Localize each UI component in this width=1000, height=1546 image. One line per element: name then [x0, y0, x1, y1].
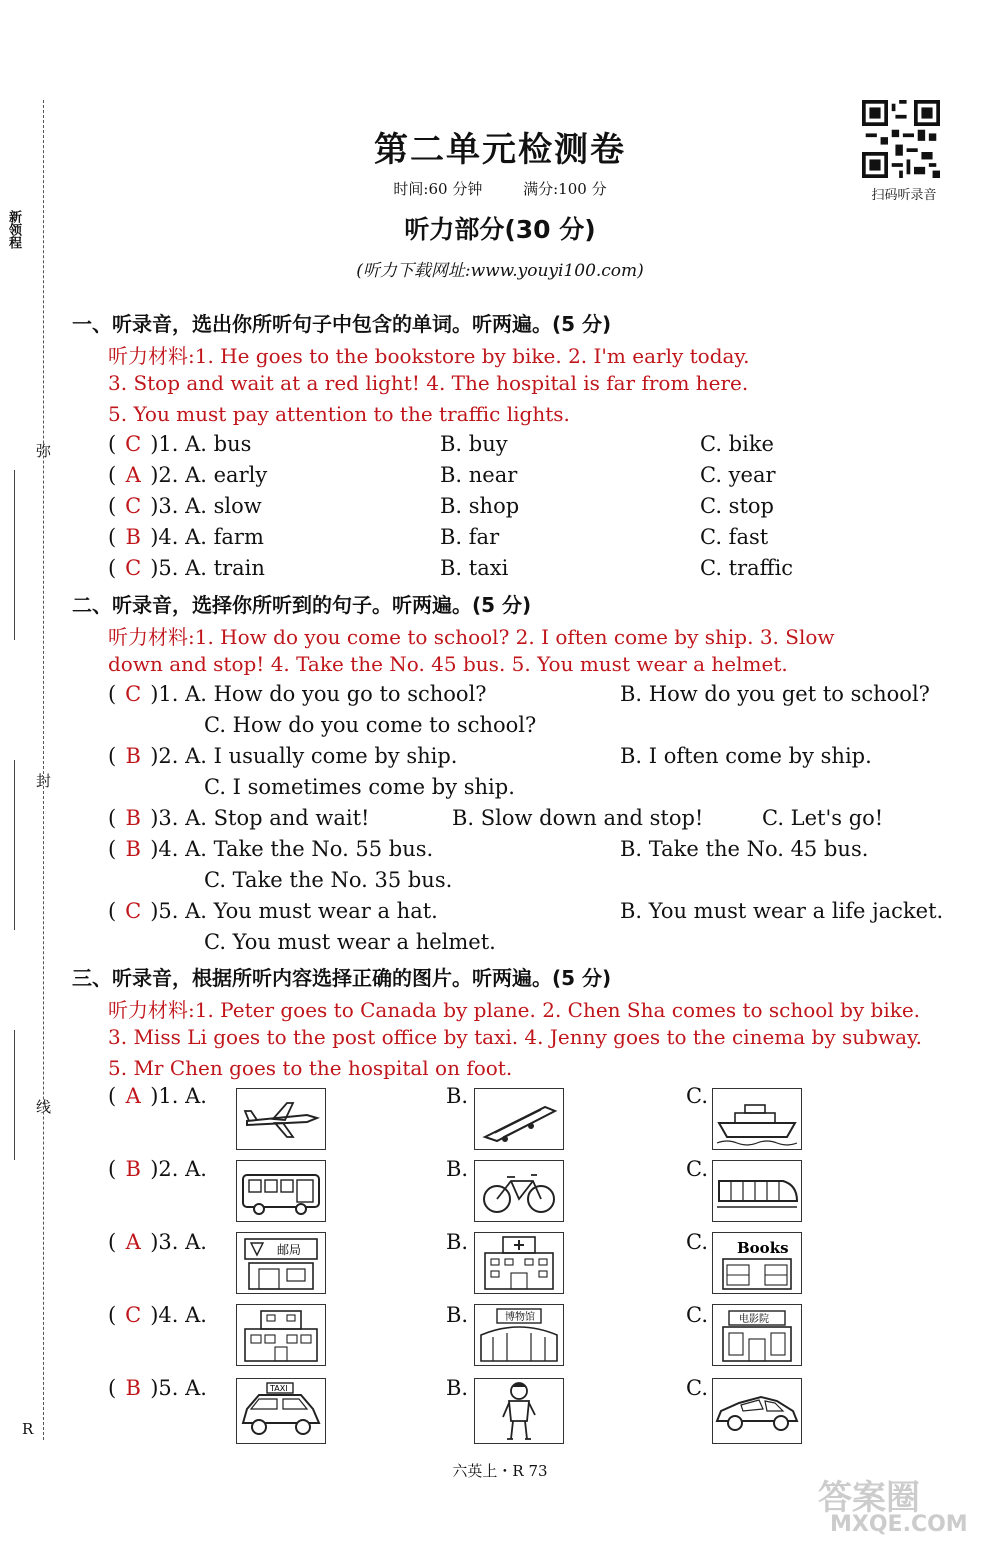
- section1-option-b: B. far: [440, 525, 500, 549]
- brand-mark: 新领程: [6, 210, 21, 249]
- margin-r: R: [22, 1420, 34, 1438]
- section2-option-b: B. You must wear a life jacket.: [620, 899, 944, 923]
- section2-option-c: C. You must wear a helmet.: [204, 930, 496, 954]
- section1-option-b: B. shop: [440, 494, 520, 518]
- museum-picture[interactable]: [474, 1304, 564, 1366]
- section2-question: ( C )1. A. How do you go to school?: [108, 682, 487, 706]
- section1-question: ( C )3. A. slow: [108, 494, 262, 518]
- subway-picture[interactable]: [712, 1160, 802, 1222]
- section2-material-line: 听力材料:1. How do you come to school? 2. I often come by ship. 3. Slow: [108, 625, 835, 649]
- section3-question: ( A )3. A.: [108, 1230, 207, 1254]
- option-b-label: B.: [446, 1084, 469, 1108]
- margin-xian: 线: [36, 1098, 52, 1116]
- section1-option-c: C. year: [700, 463, 776, 487]
- train-picture[interactable]: [474, 1088, 564, 1150]
- plane-picture[interactable]: [236, 1088, 326, 1150]
- section1-option-b: B. taxi: [440, 556, 509, 580]
- margin-feng: 封: [36, 772, 52, 790]
- option-c-label: C.: [686, 1376, 708, 1400]
- margin-blank-line: [14, 470, 15, 640]
- section3-question: ( A )1. A.: [108, 1084, 207, 1108]
- section1-heading: 一、听录音，选出你所听句子中包含的单词。听两遍。(5 分): [72, 312, 612, 336]
- section2-option-b: B. How do you get to school?: [620, 682, 930, 706]
- page-footer: 六英上・R 73: [452, 1462, 548, 1480]
- section1-option-b: B. buy: [440, 432, 508, 456]
- option-c-label: C.: [686, 1230, 708, 1254]
- section2-material-line: down and stop! 4. Take the No. 45 bus. 5. You must wear a helmet.: [108, 652, 788, 676]
- section2-option-b: B. I often come by ship.: [620, 744, 872, 768]
- taxi-sign: TAXI: [270, 1384, 288, 1393]
- section2-option-c: C. I sometimes come by ship.: [204, 775, 515, 799]
- qr-label: 扫码听录音: [871, 188, 937, 203]
- section3-heading: 三、听录音，根据所听内容选择正确的图片。听两遍。(5 分): [72, 966, 612, 990]
- exam-score: 满分:100 分: [523, 180, 607, 198]
- section3-question: ( B )2. A.: [108, 1157, 207, 1181]
- section1-material-line: 听力材料:1. He goes to the bookstore by bike. 2. I'm early today.: [108, 344, 750, 368]
- hospital-picture[interactable]: [474, 1232, 564, 1294]
- section1-option-b: B. near: [440, 463, 518, 487]
- section3-material-line: 5. Mr Chen goes to the hospital on foot.: [108, 1056, 513, 1080]
- section3-question: ( B )5. A.: [108, 1376, 207, 1400]
- option-c-label: C.: [686, 1303, 708, 1327]
- exam-meta: [0, 178, 1000, 199]
- section2-option-b: B. Take the No. 45 bus.: [620, 837, 869, 861]
- option-c-label: C.: [686, 1157, 708, 1181]
- exam-time: 时间:60 分钟: [393, 180, 483, 198]
- section2-question: ( B )4. A. Take the No. 55 bus.: [108, 837, 434, 861]
- cinema-sign: 电影院: [739, 1314, 769, 1325]
- section3-material-line: 3. Miss Li goes to the post office by taxi. 4. Jenny goes to the cinema by subway.: [108, 1025, 923, 1049]
- section2-option-c: C. Let's go!: [762, 806, 884, 830]
- section2-option-c: C. How do you come to school?: [204, 713, 537, 737]
- section1-option-c: C. stop: [700, 494, 774, 518]
- download-url: (听力下载网址:www.youyi100.com): [356, 261, 644, 281]
- section1-option-c: C. bike: [700, 432, 774, 456]
- qr-code-icon[interactable]: [862, 100, 940, 178]
- section1-option-c: C. traffic: [700, 556, 794, 580]
- taxi-picture[interactable]: [236, 1378, 326, 1444]
- cinema-picture[interactable]: [712, 1304, 802, 1366]
- section3-material-line: 听力材料:1. Peter goes to Canada by plane. 2. Chen Sha comes to school by bike.: [108, 998, 921, 1022]
- option-b-label: B.: [446, 1230, 469, 1254]
- section1-question: ( C )5. A. train: [108, 556, 265, 580]
- section1-question: ( C )1. A. bus: [108, 432, 252, 456]
- option-b-label: B.: [446, 1157, 469, 1181]
- section2-question: ( B )2. A. I usually come by ship.: [108, 744, 458, 768]
- section1-option-c: C. fast: [700, 525, 769, 549]
- section1-question: ( A )2. A. early: [108, 463, 268, 487]
- option-b-label: B.: [446, 1376, 469, 1400]
- section2-option-b: B. Slow down and stop!: [452, 806, 704, 830]
- section3-question: ( C )4. A.: [108, 1303, 207, 1327]
- watermark-url: MXQE.COM: [830, 1512, 968, 1537]
- margin-blank-line: [14, 760, 15, 930]
- walking-person-picture[interactable]: [474, 1378, 564, 1444]
- bookstore-sign: Books: [737, 1239, 789, 1257]
- section2-option-c: C. Take the No. 35 bus.: [204, 868, 453, 892]
- section1-question: ( B )4. A. farm: [108, 525, 264, 549]
- page-title: 第二单元检测卷: [374, 130, 626, 170]
- watermark-logo: 答案圈: [818, 1478, 920, 1518]
- section1-material-line: 5. You must pay attention to the traffic lights.: [108, 402, 570, 426]
- post-office-picture[interactable]: [236, 1232, 326, 1294]
- car-picture[interactable]: [712, 1378, 802, 1444]
- ship-picture[interactable]: [712, 1088, 802, 1150]
- section2-question: ( C )5. A. You must wear a hat.: [108, 899, 438, 923]
- option-b-label: B.: [446, 1303, 469, 1327]
- bus-picture[interactable]: [236, 1160, 326, 1222]
- section1-material-line: 3. Stop and wait at a red light! 4. The hospital is far from here.: [108, 371, 749, 395]
- section2-question: ( B )3. A. Stop and wait!: [108, 806, 370, 830]
- listening-subtitle: 听力部分(30 分): [404, 215, 596, 244]
- museum-sign: 博物馆: [505, 1312, 535, 1323]
- bike-picture[interactable]: [474, 1160, 564, 1222]
- section2-heading: 二、听录音，选择你所听到的句子。听两遍。(5 分): [72, 593, 532, 617]
- post-office-sign: 邮局: [277, 1243, 302, 1257]
- margin-blank-line: [14, 1030, 15, 1160]
- margin-mi: 弥: [36, 442, 52, 460]
- bookstore-picture[interactable]: [712, 1232, 802, 1294]
- building-picture[interactable]: [236, 1304, 326, 1366]
- option-c-label: C.: [686, 1084, 708, 1108]
